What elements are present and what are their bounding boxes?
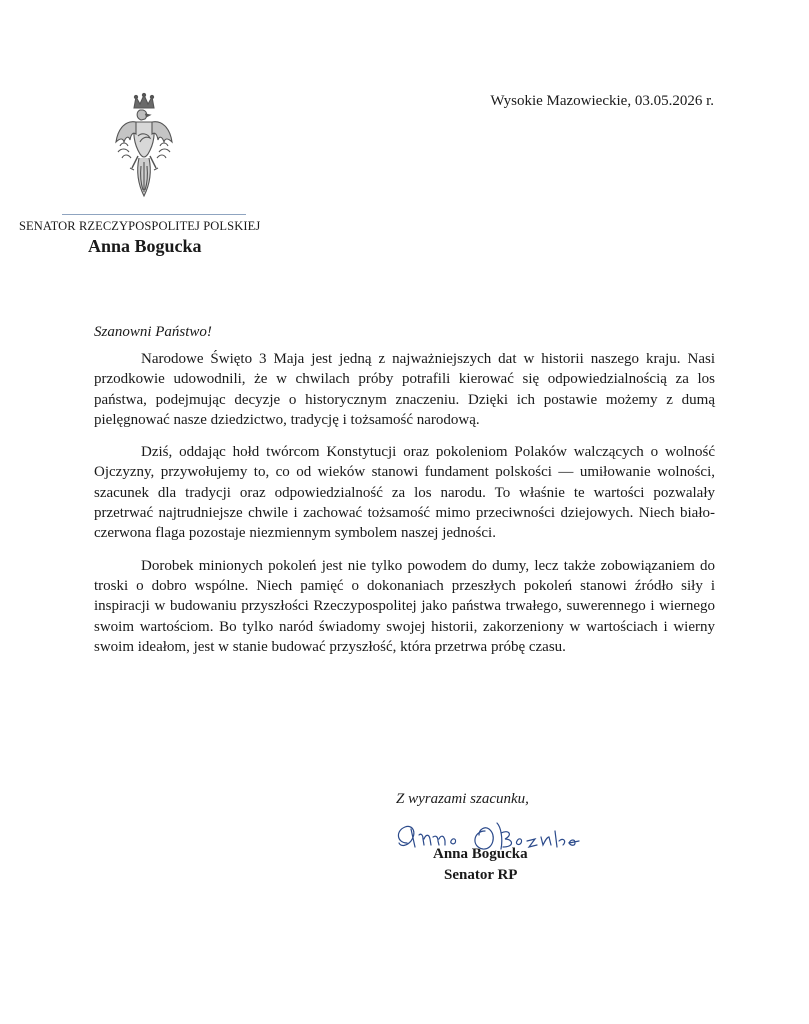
signatory-name: Anna Bogucka	[433, 846, 528, 862]
letter-body	[94, 349, 715, 669]
header-divider	[62, 214, 246, 215]
letterhead-name: Anna Bogucka	[88, 236, 202, 256]
signatory-title: Senator RP	[444, 867, 518, 883]
place-date: Wysokie Mazowieckie, 03.05.2026 r.	[490, 93, 714, 109]
paragraph: Dziś, oddając hołd twórcom Konstytucji oraz pokoleniom Polaków walczących o wolność Ojczyzny, przywołujemy to, co od wieków stanowi fundament polskości — umiłowanie wolności, szacunek dla tradycji oraz odpowiedzialność za los narodu. To właśnie te wartości pozwalały przetrwać najtrudniejsze chwile i zachować tożsamość mimo przeciwności dziejowych. Niech biało-czerwona flaga pozostaje niezmiennym symbolem naszej jedności.	[94, 444, 715, 542]
paragraph: Narodowe Święto 3 Maja jest jedną z najważniejszych dat w historii naszego kraju. Nasi przodkowie udowodnili, że w chwilach próby potrafili kierować się odpowiedzialnością za los państwa, podejmując decyzje o historycznym znaczeniu. Dzięki ich postawie możemy z dumą pielęgnować nasze dziedzictwo, tradycję i tożsamość narodową.	[94, 351, 715, 428]
closing-phrase: Z wyrazami szacunku,	[396, 791, 529, 807]
paragraph: Dorobek minionych pokoleń jest nie tylko powodem do dumy, lecz także zobowiązaniem do troski o dobro wspólne. Niech pamięć o dokonaniach przeszłych pokoleń stanowi źródło siły i inspiracji w budowaniu przyszłości Rzeczypospolitej jako państwa trwałego, suwerennego i wiernego swoim wartościom. Bo tylko naród świadomy swojej historii, zakorzeniony w wartościach i wierny swoim ideałom, jest w stanie budować przyszłość, która przetrwa próbę czasu.	[94, 557, 715, 655]
polish-eagle-emblem-icon	[112, 92, 176, 202]
letterhead-office: SENATOR RZECZYPOSPOLITEJ POLSKIEJ	[19, 219, 261, 233]
salutation: Szanowni Państwo!	[94, 324, 212, 340]
